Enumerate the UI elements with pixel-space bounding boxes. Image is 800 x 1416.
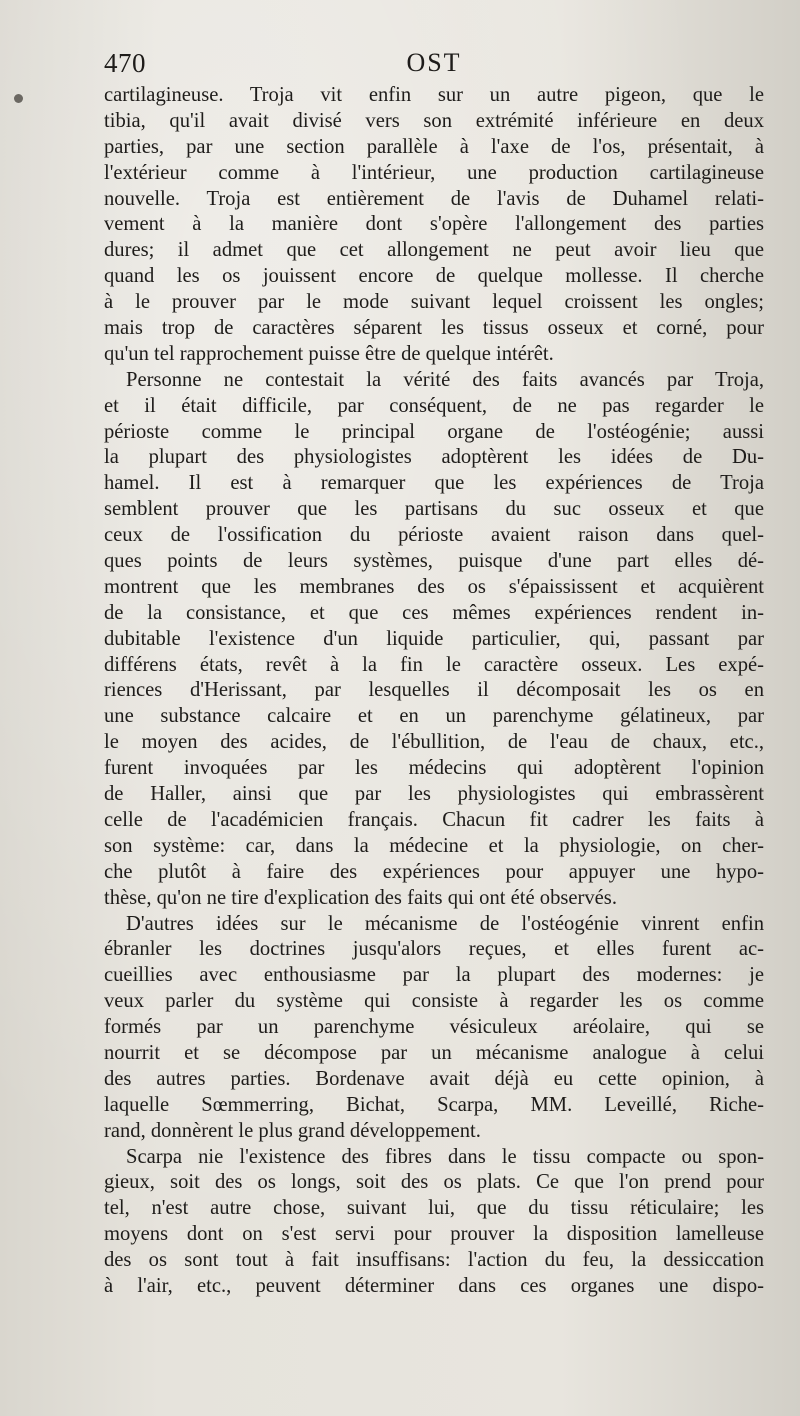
margin-ink-dot [14, 94, 23, 103]
text-line: nouvelle. Troja est entièrement de l'avis de Duhamel relati- [104, 187, 764, 210]
running-head: OST [406, 48, 462, 77]
text-line: périoste comme le principal organe de l'ostéogénie; aussi [104, 420, 764, 443]
text-line: ceux de l'ossification du périoste avaient raison dans quel- [104, 524, 764, 547]
text-line: différens états, revêt à la fin le caractère osseux. Les expé- [104, 653, 764, 676]
text-line: vement à la manière dont s'opère l'allongement des parties [104, 213, 764, 236]
text-line: gieux, soit des os longs, soit des os plats. Ce que l'on prend pour [104, 1171, 764, 1194]
text-line: de Haller, ainsi que par les physiologistes qui embrassèrent [104, 783, 764, 806]
text-line: formés par un parenchyme vésiculeux aréolaire, qui se [104, 1016, 764, 1039]
text-line: des os sont tout à fait insuffisans: l'action du feu, la dessiccation [104, 1249, 764, 1272]
text-line: D'autres idées sur le mécanisme de l'ostéogénie vinrent enfin [126, 912, 764, 935]
text-line: à l'air, etc., peuvent déterminer dans ces organes une dispo- [104, 1274, 764, 1297]
text-line: cueillies avec enthousiasme par la plupart des modernes: je [104, 964, 764, 987]
text-line: quand les os jouissent encore de quelque mollesse. Il cherche [104, 265, 764, 288]
text-line: semblent prouver que les partisans du suc osseux et que [104, 498, 764, 521]
text-line: Personne ne contestait la vérité des faits avancés par Troja, [126, 368, 764, 391]
text-line: de la consistance, et que ces mêmes expériences rendent in- [104, 601, 764, 624]
text-line: furent invoquées par les médecins qui adoptèrent l'opinion [104, 757, 764, 780]
text-line: l'extérieur comme à l'intérieur, une production cartilagineuse [104, 161, 764, 184]
text-line: tel, n'est autre chose, suivant lui, que du tissu réticulaire; les [104, 1197, 764, 1220]
page-header [104, 48, 764, 80]
text-line: Scarpa nie l'existence des fibres dans le tissu compacte ou spon- [126, 1145, 764, 1168]
page-number: 470 [104, 48, 146, 78]
text-line: la plupart des physiologistes adoptèrent les idées de Du- [104, 446, 764, 469]
text-line: moyens dont on s'est servi pour prouver la disposition lamelleuse [104, 1223, 764, 1246]
body-text [104, 83, 764, 1300]
text-line: dures; il admet que cet allongement ne peut avoir lieu que [104, 239, 764, 262]
text-line: mais trop de caractères séparent les tissus osseux et corné, pour [104, 317, 764, 340]
text-line: laquelle Sœmmerring, Bichat, Scarpa, MM. Leveillé, Riche- [104, 1093, 764, 1116]
text-line: le moyen des acides, de l'ébullition, de l'eau de chaux, etc., [104, 731, 764, 754]
text-line: ébranler les doctrines jusqu'alors reçues, et elles furent ac- [104, 938, 764, 961]
text-line: ques points de leurs systèmes, puisque d'une part elles dé- [104, 550, 764, 573]
text-line: tibia, qu'il avait divisé vers son extrémité inférieure en deux [104, 109, 764, 132]
text-line: cartilagineuse. Troja vit enfin sur un autre pigeon, que le [104, 84, 764, 106]
text-line: veux parler du système qui consiste à regarder les os comme [104, 990, 764, 1013]
text-line: une substance calcaire et en un parenchyme gélatineux, par [104, 705, 764, 728]
text-line: hamel. Il est à remarquer que les expériences de Troja [104, 472, 764, 495]
text-line: montrent que les membranes des os s'épaississent et acquièrent [104, 575, 764, 598]
text-line: son système: car, dans la médecine et la physiologie, on cher- [104, 834, 764, 857]
text-line: des autres parties. Bordenave avait déjà eu cette opinion, à [104, 1067, 764, 1090]
text-line: qu'un tel rapprochement puisse être de quelque intérêt. [104, 342, 554, 365]
text-line: à le prouver par le mode suivant lequel croissent les ongles; [104, 291, 764, 314]
text-line: dubitable l'existence d'un liquide particulier, qui, passant par [104, 627, 764, 650]
text-line: et il était difficile, par conséquent, de ne pas regarder le [104, 394, 764, 417]
text-line: parties, par une section parallèle à l'axe de l'os, présentait, à [104, 135, 764, 158]
text-line: thèse, qu'on ne tire d'explication des faits qui ont été observés. [104, 886, 617, 909]
text-line: celle de l'académicien français. Chacun fit cadrer les faits à [104, 808, 764, 831]
text-line: che plutôt à faire des expériences pour appuyer une hypo- [104, 860, 764, 883]
text-line: rand, donnèrent le plus grand développement. [104, 1119, 481, 1142]
text-line: nourrit et se décompose par un mécanisme analogue à celui [104, 1041, 764, 1064]
text-line: riences d'Herissant, par lesquelles il décomposait les os en [104, 679, 764, 702]
